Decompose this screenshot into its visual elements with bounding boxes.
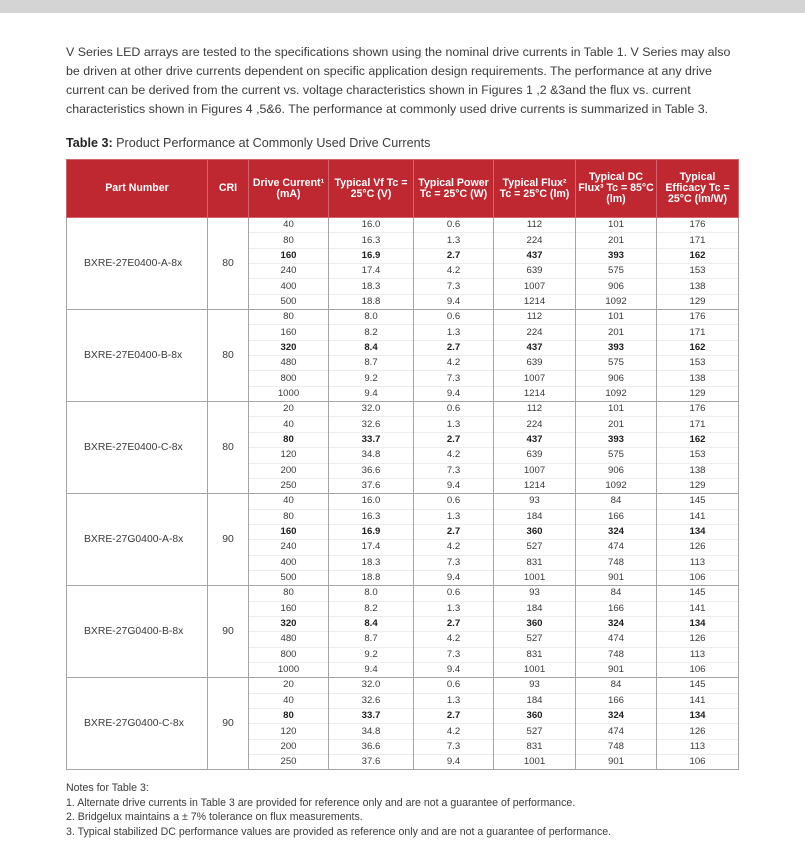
typical-dc-flux-cell: 201 bbox=[576, 325, 657, 340]
typical-vf-cell: 8.4 bbox=[329, 340, 414, 355]
header-typical-power bbox=[414, 160, 494, 218]
drive-current-cell: 160 bbox=[249, 248, 329, 263]
typical-efficacy-cell: 138 bbox=[657, 463, 739, 478]
typical-vf-cell: 8.7 bbox=[329, 356, 414, 371]
typical-flux-cell: 112 bbox=[494, 402, 576, 417]
typical-efficacy-cell: 106 bbox=[657, 755, 739, 770]
drive-current-cell: 40 bbox=[249, 218, 329, 233]
header-typical-vf bbox=[329, 160, 414, 218]
header-cri bbox=[208, 160, 249, 218]
drive-current-cell: 320 bbox=[249, 616, 329, 631]
table-row bbox=[67, 494, 739, 509]
typical-power-cell: 7.3 bbox=[414, 371, 494, 386]
table-notes bbox=[66, 781, 766, 839]
typical-flux-cell: 831 bbox=[494, 739, 576, 754]
typical-efficacy-cell: 138 bbox=[657, 371, 739, 386]
typical-flux-cell: 639 bbox=[494, 356, 576, 371]
typical-flux-cell: 831 bbox=[494, 647, 576, 662]
typical-flux-cell: 184 bbox=[494, 693, 576, 708]
typical-efficacy-cell: 176 bbox=[657, 310, 739, 325]
drive-current-cell: 480 bbox=[249, 356, 329, 371]
typical-power-cell: 1.3 bbox=[414, 693, 494, 708]
typical-dc-flux-cell: 474 bbox=[576, 724, 657, 739]
typical-efficacy-cell: 134 bbox=[657, 616, 739, 631]
typical-dc-flux-cell: 906 bbox=[576, 371, 657, 386]
typical-vf-cell: 33.7 bbox=[329, 709, 414, 724]
table-caption-label: Table 3: bbox=[66, 136, 113, 150]
part-number-cell: BXRE-27G0400-A-8x bbox=[67, 494, 208, 586]
typical-efficacy-cell: 171 bbox=[657, 417, 739, 432]
typical-vf-cell: 37.6 bbox=[329, 755, 414, 770]
typical-dc-flux-cell: 474 bbox=[576, 632, 657, 647]
typical-efficacy-cell: 113 bbox=[657, 555, 739, 570]
typical-flux-cell: 1214 bbox=[494, 386, 576, 401]
typical-power-cell: 7.3 bbox=[414, 555, 494, 570]
typical-efficacy-cell: 134 bbox=[657, 524, 739, 539]
drive-current-cell: 200 bbox=[249, 739, 329, 754]
drive-current-cell: 800 bbox=[249, 371, 329, 386]
typical-vf-cell: 34.8 bbox=[329, 448, 414, 463]
typical-dc-flux-cell: 575 bbox=[576, 356, 657, 371]
drive-current-cell: 40 bbox=[249, 417, 329, 432]
drive-current-cell: 480 bbox=[249, 632, 329, 647]
typical-dc-flux-cell: 84 bbox=[576, 494, 657, 509]
drive-current-cell: 1000 bbox=[249, 662, 329, 677]
header-typical-flux bbox=[494, 160, 576, 218]
typical-dc-flux-cell: 101 bbox=[576, 310, 657, 325]
typical-dc-flux-cell: 748 bbox=[576, 739, 657, 754]
header-typical-efficacy-label: Typical Efficacy Tc = 25°C (lm/W) bbox=[665, 171, 730, 205]
drive-current-cell: 240 bbox=[249, 540, 329, 555]
typical-dc-flux-cell: 1092 bbox=[576, 294, 657, 309]
typical-flux-cell: 527 bbox=[494, 724, 576, 739]
drive-current-cell: 160 bbox=[249, 601, 329, 616]
typical-flux-cell: 639 bbox=[494, 264, 576, 279]
typical-efficacy-cell: 162 bbox=[657, 340, 739, 355]
typical-dc-flux-cell: 901 bbox=[576, 755, 657, 770]
typical-dc-flux-cell: 166 bbox=[576, 601, 657, 616]
typical-dc-flux-cell: 393 bbox=[576, 340, 657, 355]
typical-efficacy-cell: 141 bbox=[657, 509, 739, 524]
part-number-cell: BXRE-27E0400-B-8x bbox=[67, 310, 208, 402]
drive-current-cell: 400 bbox=[249, 555, 329, 570]
typical-flux-cell: 224 bbox=[494, 325, 576, 340]
typical-flux-cell: 1214 bbox=[494, 478, 576, 493]
typical-efficacy-cell: 113 bbox=[657, 647, 739, 662]
typical-power-cell: 1.3 bbox=[414, 233, 494, 248]
header-part-number-label: Part Number bbox=[105, 182, 169, 194]
typical-efficacy-cell: 134 bbox=[657, 709, 739, 724]
typical-vf-cell: 36.6 bbox=[329, 739, 414, 754]
typical-vf-cell: 34.8 bbox=[329, 724, 414, 739]
typical-vf-cell: 32.0 bbox=[329, 678, 414, 693]
typical-power-cell: 9.4 bbox=[414, 294, 494, 309]
typical-power-cell: 4.2 bbox=[414, 356, 494, 371]
typical-flux-cell: 1001 bbox=[494, 755, 576, 770]
typical-efficacy-cell: 126 bbox=[657, 632, 739, 647]
typical-power-cell: 4.2 bbox=[414, 264, 494, 279]
table-header-row bbox=[67, 160, 739, 218]
typical-power-cell: 7.3 bbox=[414, 279, 494, 294]
typical-dc-flux-cell: 748 bbox=[576, 647, 657, 662]
typical-power-cell: 1.3 bbox=[414, 417, 494, 432]
typical-efficacy-cell: 171 bbox=[657, 233, 739, 248]
part-number-cell: BXRE-27G0400-B-8x bbox=[67, 586, 208, 678]
drive-current-cell: 160 bbox=[249, 325, 329, 340]
typical-dc-flux-cell: 101 bbox=[576, 402, 657, 417]
drive-current-cell: 1000 bbox=[249, 386, 329, 401]
part-number-cell: BXRE-27E0400-C-8x bbox=[67, 402, 208, 494]
typical-power-cell: 9.4 bbox=[414, 478, 494, 493]
typical-power-cell: 9.4 bbox=[414, 570, 494, 585]
typical-power-cell: 0.6 bbox=[414, 494, 494, 509]
typical-flux-cell: 224 bbox=[494, 233, 576, 248]
header-part-number bbox=[67, 160, 208, 218]
typical-efficacy-cell: 129 bbox=[657, 294, 739, 309]
typical-vf-cell: 8.0 bbox=[329, 586, 414, 601]
typical-flux-cell: 527 bbox=[494, 540, 576, 555]
typical-power-cell: 4.2 bbox=[414, 448, 494, 463]
typical-flux-cell: 1214 bbox=[494, 294, 576, 309]
typical-efficacy-cell: 141 bbox=[657, 601, 739, 616]
drive-current-cell: 80 bbox=[249, 233, 329, 248]
typical-efficacy-cell: 106 bbox=[657, 570, 739, 585]
typical-power-cell: 2.7 bbox=[414, 248, 494, 263]
typical-vf-cell: 8.2 bbox=[329, 601, 414, 616]
typical-power-cell: 2.7 bbox=[414, 340, 494, 355]
typical-efficacy-cell: 153 bbox=[657, 448, 739, 463]
cri-cell: 80 bbox=[208, 402, 249, 494]
cri-cell: 90 bbox=[208, 678, 249, 770]
typical-vf-cell: 16.3 bbox=[329, 509, 414, 524]
typical-efficacy-cell: 106 bbox=[657, 662, 739, 677]
intro-paragraph: V Series LED arrays are tested to the specifications shown using the nominal drive currents in Table 1. V Series may also be driven at other drive currents dependent on specific application design requirements. The performance at any drive current can be derived from the current vs. voltage characteristics shown in Figures 1 ,2 &3and the flux vs. current characteristics shown in Figures 4 ,5&6. The performance at commonly used drive currents is summarized in Table 3. bbox=[66, 45, 731, 116]
typical-vf-cell: 9.2 bbox=[329, 371, 414, 386]
typical-vf-cell: 16.9 bbox=[329, 524, 414, 539]
drive-current-cell: 20 bbox=[249, 678, 329, 693]
typical-dc-flux-cell: 84 bbox=[576, 586, 657, 601]
typical-dc-flux-cell: 901 bbox=[576, 662, 657, 677]
typical-efficacy-cell: 145 bbox=[657, 678, 739, 693]
header-typical-efficacy bbox=[657, 160, 739, 218]
typical-vf-cell: 17.4 bbox=[329, 540, 414, 555]
drive-current-cell: 20 bbox=[249, 402, 329, 417]
typical-vf-cell: 16.0 bbox=[329, 494, 414, 509]
drive-current-cell: 250 bbox=[249, 755, 329, 770]
typical-efficacy-cell: 153 bbox=[657, 264, 739, 279]
typical-flux-cell: 831 bbox=[494, 555, 576, 570]
typical-flux-cell: 224 bbox=[494, 417, 576, 432]
typical-flux-cell: 437 bbox=[494, 340, 576, 355]
drive-current-cell: 500 bbox=[249, 294, 329, 309]
typical-flux-cell: 112 bbox=[494, 310, 576, 325]
table-row bbox=[67, 586, 739, 601]
drive-current-cell: 80 bbox=[249, 310, 329, 325]
typical-power-cell: 9.4 bbox=[414, 755, 494, 770]
typical-flux-cell: 1007 bbox=[494, 371, 576, 386]
header-typical-power-label: Typical Power Tc = 25°C (W) bbox=[418, 176, 489, 200]
part-number-cell: BXRE-27E0400-A-8x bbox=[67, 218, 208, 310]
typical-vf-cell: 9.2 bbox=[329, 647, 414, 662]
table-row bbox=[67, 218, 739, 233]
typical-flux-cell: 360 bbox=[494, 709, 576, 724]
table-row bbox=[67, 402, 739, 417]
typical-power-cell: 4.2 bbox=[414, 724, 494, 739]
drive-current-cell: 500 bbox=[249, 570, 329, 585]
drive-current-cell: 80 bbox=[249, 432, 329, 447]
header-drive-current-label: Drive Current¹ (mA) bbox=[252, 176, 325, 200]
typical-power-cell: 4.2 bbox=[414, 540, 494, 555]
drive-current-cell: 40 bbox=[249, 693, 329, 708]
typical-flux-cell: 1001 bbox=[494, 570, 576, 585]
typical-flux-cell: 93 bbox=[494, 494, 576, 509]
typical-power-cell: 7.3 bbox=[414, 463, 494, 478]
note-item-2: 2. Bridgelux maintains a ± 7% tolerance on flux measurements. bbox=[66, 811, 363, 824]
typical-power-cell: 9.4 bbox=[414, 386, 494, 401]
typical-dc-flux-cell: 324 bbox=[576, 524, 657, 539]
cri-cell: 90 bbox=[208, 494, 249, 586]
table-caption bbox=[66, 136, 430, 150]
typical-dc-flux-cell: 201 bbox=[576, 417, 657, 432]
typical-vf-cell: 32.0 bbox=[329, 402, 414, 417]
typical-flux-cell: 1007 bbox=[494, 463, 576, 478]
typical-dc-flux-cell: 166 bbox=[576, 693, 657, 708]
drive-current-cell: 40 bbox=[249, 494, 329, 509]
typical-dc-flux-cell: 84 bbox=[576, 678, 657, 693]
typical-efficacy-cell: 113 bbox=[657, 739, 739, 754]
typical-flux-cell: 437 bbox=[494, 432, 576, 447]
typical-vf-cell: 18.8 bbox=[329, 570, 414, 585]
header-typical-dc-flux bbox=[576, 160, 657, 218]
drive-current-cell: 160 bbox=[249, 524, 329, 539]
typical-dc-flux-cell: 201 bbox=[576, 233, 657, 248]
typical-vf-cell: 8.0 bbox=[329, 310, 414, 325]
typical-vf-cell: 8.4 bbox=[329, 616, 414, 631]
typical-flux-cell: 1001 bbox=[494, 662, 576, 677]
typical-dc-flux-cell: 901 bbox=[576, 570, 657, 585]
typical-flux-cell: 1007 bbox=[494, 279, 576, 294]
typical-power-cell: 7.3 bbox=[414, 739, 494, 754]
typical-vf-cell: 16.3 bbox=[329, 233, 414, 248]
typical-efficacy-cell: 145 bbox=[657, 494, 739, 509]
typical-vf-cell: 16.0 bbox=[329, 218, 414, 233]
typical-vf-cell: 18.8 bbox=[329, 294, 414, 309]
header-cri-label: CRI bbox=[218, 182, 238, 194]
typical-dc-flux-cell: 575 bbox=[576, 264, 657, 279]
top-bar bbox=[0, 0, 805, 13]
drive-current-cell: 200 bbox=[249, 463, 329, 478]
table-row bbox=[67, 678, 739, 693]
header-typical-vf-label: Typical Vf Tc = 25°C (V) bbox=[334, 176, 408, 200]
drive-current-cell: 400 bbox=[249, 279, 329, 294]
typical-flux-cell: 527 bbox=[494, 632, 576, 647]
typical-vf-cell: 16.9 bbox=[329, 248, 414, 263]
typical-power-cell: 9.4 bbox=[414, 662, 494, 677]
cri-cell: 80 bbox=[208, 218, 249, 310]
table-body bbox=[67, 218, 739, 770]
typical-efficacy-cell: 176 bbox=[657, 402, 739, 417]
typical-vf-cell: 37.6 bbox=[329, 478, 414, 493]
typical-efficacy-cell: 126 bbox=[657, 540, 739, 555]
typical-efficacy-cell: 129 bbox=[657, 386, 739, 401]
drive-current-cell: 320 bbox=[249, 340, 329, 355]
drive-current-cell: 240 bbox=[249, 264, 329, 279]
typical-vf-cell: 32.6 bbox=[329, 417, 414, 432]
drive-current-cell: 120 bbox=[249, 724, 329, 739]
typical-power-cell: 2.7 bbox=[414, 524, 494, 539]
typical-vf-cell: 32.6 bbox=[329, 693, 414, 708]
typical-flux-cell: 93 bbox=[494, 586, 576, 601]
typical-power-cell: 2.7 bbox=[414, 616, 494, 631]
typical-dc-flux-cell: 101 bbox=[576, 218, 657, 233]
typical-efficacy-cell: 141 bbox=[657, 693, 739, 708]
typical-dc-flux-cell: 906 bbox=[576, 279, 657, 294]
typical-efficacy-cell: 129 bbox=[657, 478, 739, 493]
typical-flux-cell: 360 bbox=[494, 524, 576, 539]
drive-current-cell: 80 bbox=[249, 709, 329, 724]
typical-vf-cell: 17.4 bbox=[329, 264, 414, 279]
typical-dc-flux-cell: 166 bbox=[576, 509, 657, 524]
typical-power-cell: 4.2 bbox=[414, 632, 494, 647]
typical-vf-cell: 18.3 bbox=[329, 555, 414, 570]
typical-efficacy-cell: 176 bbox=[657, 218, 739, 233]
header-typical-dc-flux-label: Typical DC Flux³ Tc = 85°C (lm) bbox=[578, 171, 654, 205]
note-item-1: 1. Alternate drive currents in Table 3 are provided for reference only and are not a guarantee of performance. bbox=[66, 796, 576, 809]
typical-dc-flux-cell: 906 bbox=[576, 463, 657, 478]
typical-vf-cell: 9.4 bbox=[329, 386, 414, 401]
header-typical-flux-label: Typical Flux² Tc = 25°C (lm) bbox=[499, 176, 570, 200]
typical-dc-flux-cell: 324 bbox=[576, 616, 657, 631]
typical-dc-flux-cell: 474 bbox=[576, 540, 657, 555]
typical-power-cell: 0.6 bbox=[414, 310, 494, 325]
cri-cell: 90 bbox=[208, 586, 249, 678]
notes-title: Notes for Table 3: bbox=[66, 782, 149, 794]
drive-current-cell: 250 bbox=[249, 478, 329, 493]
typical-flux-cell: 93 bbox=[494, 678, 576, 693]
part-number-cell: BXRE-27G0400-C-8x bbox=[67, 678, 208, 770]
typical-dc-flux-cell: 575 bbox=[576, 448, 657, 463]
typical-vf-cell: 9.4 bbox=[329, 662, 414, 677]
typical-power-cell: 1.3 bbox=[414, 325, 494, 340]
typical-flux-cell: 639 bbox=[494, 448, 576, 463]
typical-flux-cell: 437 bbox=[494, 248, 576, 263]
typical-vf-cell: 8.7 bbox=[329, 632, 414, 647]
typical-vf-cell: 8.2 bbox=[329, 325, 414, 340]
typical-power-cell: 2.7 bbox=[414, 709, 494, 724]
typical-dc-flux-cell: 748 bbox=[576, 555, 657, 570]
typical-dc-flux-cell: 1092 bbox=[576, 478, 657, 493]
table-row bbox=[67, 310, 739, 325]
typical-power-cell: 0.6 bbox=[414, 402, 494, 417]
cri-cell: 80 bbox=[208, 310, 249, 402]
typical-flux-cell: 184 bbox=[494, 601, 576, 616]
drive-current-cell: 80 bbox=[249, 586, 329, 601]
typical-power-cell: 0.6 bbox=[414, 218, 494, 233]
typical-vf-cell: 33.7 bbox=[329, 432, 414, 447]
typical-power-cell: 2.7 bbox=[414, 432, 494, 447]
table-caption-text: Product Performance at Commonly Used Drive Currents bbox=[112, 136, 431, 150]
typical-power-cell: 0.6 bbox=[414, 586, 494, 601]
typical-power-cell: 7.3 bbox=[414, 647, 494, 662]
typical-efficacy-cell: 145 bbox=[657, 586, 739, 601]
typical-power-cell: 1.3 bbox=[414, 601, 494, 616]
typical-vf-cell: 36.6 bbox=[329, 463, 414, 478]
typical-power-cell: 1.3 bbox=[414, 509, 494, 524]
typical-power-cell: 0.6 bbox=[414, 678, 494, 693]
drive-current-cell: 800 bbox=[249, 647, 329, 662]
typical-efficacy-cell: 126 bbox=[657, 724, 739, 739]
typical-efficacy-cell: 162 bbox=[657, 248, 739, 263]
drive-current-cell: 80 bbox=[249, 509, 329, 524]
typical-dc-flux-cell: 324 bbox=[576, 709, 657, 724]
typical-flux-cell: 184 bbox=[494, 509, 576, 524]
typical-flux-cell: 112 bbox=[494, 218, 576, 233]
header-drive-current bbox=[249, 160, 329, 218]
product-performance-table bbox=[66, 159, 739, 770]
typical-dc-flux-cell: 393 bbox=[576, 432, 657, 447]
drive-current-cell: 120 bbox=[249, 448, 329, 463]
typical-efficacy-cell: 171 bbox=[657, 325, 739, 340]
typical-efficacy-cell: 153 bbox=[657, 356, 739, 371]
typical-efficacy-cell: 162 bbox=[657, 432, 739, 447]
typical-dc-flux-cell: 1092 bbox=[576, 386, 657, 401]
typical-efficacy-cell: 138 bbox=[657, 279, 739, 294]
typical-vf-cell: 18.3 bbox=[329, 279, 414, 294]
typical-flux-cell: 360 bbox=[494, 616, 576, 631]
typical-dc-flux-cell: 393 bbox=[576, 248, 657, 263]
note-item-3: 3. Typical stabilized DC performance values are provided as reference only and are not a guarantee of performance. bbox=[66, 825, 612, 838]
